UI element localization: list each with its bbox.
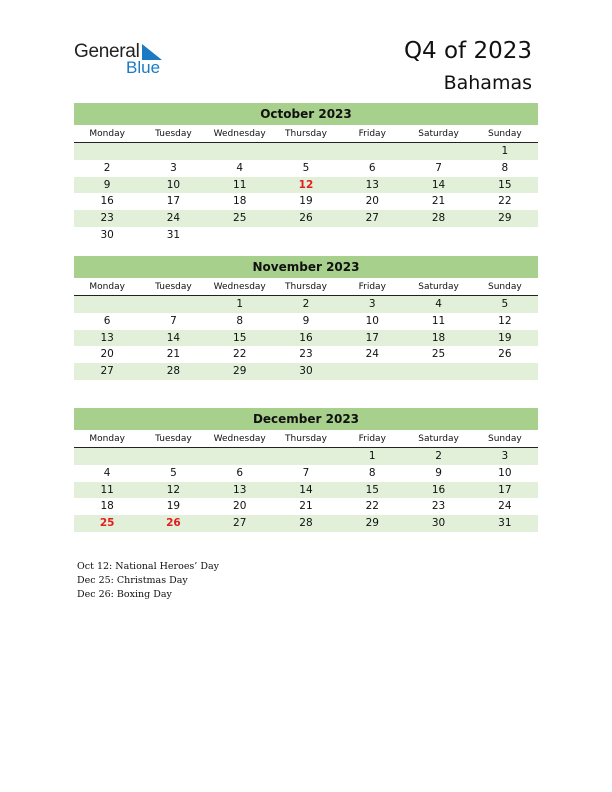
holiday-day-cell: 25 <box>99 517 115 530</box>
month-title: December 2023 <box>74 408 538 430</box>
day-cell: 1 <box>501 145 509 157</box>
day-cell <box>405 227 471 244</box>
day-cell: 4 <box>435 298 442 310</box>
day-cell: 2 <box>103 161 111 174</box>
weekday-label: Monday <box>89 282 125 292</box>
day-cell: 2 <box>435 450 442 462</box>
day-cell <box>74 448 140 465</box>
holiday-note: Dec 25: Christmas Day <box>77 575 188 586</box>
day-cell <box>472 363 538 380</box>
day-cell: 2 <box>302 298 310 310</box>
day-cell <box>472 227 538 244</box>
day-cell: 17 <box>166 195 181 208</box>
weekday-label: Wednesday <box>213 129 266 139</box>
day-cell: 15 <box>233 331 247 344</box>
day-cell: 23 <box>431 500 446 513</box>
country-name: Bahamas <box>443 72 532 94</box>
day-cell <box>339 143 405 160</box>
day-cell: 5 <box>501 298 509 310</box>
day-cell: 7 <box>302 466 310 479</box>
week-row <box>74 210 538 227</box>
day-cell <box>207 143 273 160</box>
holiday-day-cell: 12 <box>298 178 314 191</box>
day-cell: 7 <box>435 161 442 174</box>
week-row <box>74 346 538 363</box>
day-cell <box>273 227 339 244</box>
day-cell: 30 <box>431 517 446 530</box>
day-cell: 13 <box>233 483 247 496</box>
day-cell: 8 <box>236 314 244 327</box>
weekday-label: Wednesday <box>213 282 266 292</box>
weekday-label: Sunday <box>487 434 522 444</box>
week-row <box>74 160 538 177</box>
day-cell: 10 <box>365 314 379 327</box>
day-cell: 3 <box>368 298 376 310</box>
weekday-header-row <box>74 125 538 143</box>
day-cell: 26 <box>498 348 512 361</box>
day-cell: 16 <box>431 483 446 496</box>
day-cell: 14 <box>299 483 313 496</box>
day-cell: 30 <box>100 228 114 241</box>
day-cell <box>140 143 206 160</box>
day-cell: 25 <box>431 348 446 361</box>
day-cell: 13 <box>100 331 114 344</box>
day-cell: 7 <box>170 314 177 327</box>
day-cell: 9 <box>302 314 310 327</box>
day-cell <box>273 143 339 160</box>
weekday-label: Tuesday <box>155 434 192 444</box>
week-row <box>74 143 538 160</box>
week-row <box>74 330 538 347</box>
week-row <box>74 465 538 482</box>
day-cell: 10 <box>498 466 512 479</box>
day-cell <box>405 143 471 160</box>
weekday-label: Monday <box>89 434 125 444</box>
week-row <box>74 313 538 330</box>
day-cell: 28 <box>299 517 313 530</box>
day-cell <box>339 227 405 244</box>
day-cell: 27 <box>365 212 379 225</box>
day-cell: 12 <box>166 483 181 496</box>
day-cell <box>405 363 471 380</box>
day-cell <box>339 363 405 380</box>
day-cell: 26 <box>299 212 313 225</box>
weekday-label: Thursday <box>285 282 327 292</box>
day-cell: 1 <box>236 298 244 310</box>
day-cell: 11 <box>100 483 114 496</box>
weekday-label: Tuesday <box>155 282 192 292</box>
day-cell <box>74 296 140 313</box>
day-cell: 25 <box>233 212 247 225</box>
day-cell: 20 <box>233 500 247 513</box>
day-cell: 19 <box>299 195 313 208</box>
logo-text-general: General <box>74 41 140 62</box>
day-cell: 3 <box>501 450 509 462</box>
day-cell: 14 <box>431 178 446 191</box>
weekday-label: Friday <box>358 129 386 139</box>
week-row <box>74 498 538 515</box>
day-cell: 17 <box>498 483 512 496</box>
day-cell: 24 <box>166 212 181 225</box>
day-cell: 17 <box>365 331 379 344</box>
day-cell: 28 <box>431 212 446 225</box>
day-cell: 16 <box>100 195 114 208</box>
day-cell: 21 <box>431 195 446 208</box>
day-cell: 9 <box>103 178 111 191</box>
day-cell: 19 <box>498 331 512 344</box>
weekday-label: Sunday <box>487 129 522 139</box>
day-cell: 29 <box>365 517 379 530</box>
week-row <box>74 177 538 194</box>
day-cell: 8 <box>501 161 509 174</box>
day-cell: 4 <box>236 161 244 174</box>
day-cell: 22 <box>233 348 247 361</box>
month-title: November 2023 <box>74 256 538 278</box>
week-row <box>74 296 538 313</box>
week-row <box>74 482 538 499</box>
weekday-label: Monday <box>89 129 125 139</box>
weekday-header-row <box>74 430 538 448</box>
weekday-header-row <box>74 278 538 296</box>
day-cell: 23 <box>100 212 114 225</box>
day-cell: 11 <box>431 314 446 327</box>
day-cell: 14 <box>166 331 181 344</box>
month-calendar <box>74 103 538 244</box>
day-cell <box>273 448 339 465</box>
weekday-label: Saturday <box>418 434 459 444</box>
day-cell: 22 <box>498 195 512 208</box>
day-cell: 24 <box>498 500 512 513</box>
day-cell: 20 <box>365 195 379 208</box>
day-cell: 23 <box>299 348 313 361</box>
day-cell: 29 <box>498 212 512 225</box>
month-title: October 2023 <box>74 103 538 125</box>
day-cell: 22 <box>365 500 379 513</box>
day-cell: 28 <box>166 365 181 378</box>
page-title: Q4 of 2023 <box>403 38 532 64</box>
day-cell: 5 <box>170 466 177 479</box>
week-row <box>74 448 538 465</box>
day-cell: 18 <box>233 195 247 208</box>
weekday-label: Saturday <box>418 129 459 139</box>
day-cell: 21 <box>166 348 181 361</box>
day-cell: 10 <box>166 178 181 191</box>
weekday-label: Tuesday <box>155 129 192 139</box>
day-cell: 24 <box>365 348 379 361</box>
holiday-day-cell: 26 <box>166 517 181 530</box>
holiday-note: Dec 26: Boxing Day <box>77 589 172 600</box>
week-row <box>74 515 538 532</box>
day-cell: 18 <box>431 331 446 344</box>
day-cell: 4 <box>103 466 111 479</box>
month-calendar <box>74 256 538 380</box>
logo-text-blue: Blue <box>126 58 161 77</box>
month-calendar <box>74 408 538 532</box>
day-cell: 29 <box>233 365 247 378</box>
day-cell: 13 <box>365 178 379 191</box>
day-cell: 27 <box>233 517 247 530</box>
day-cell: 5 <box>302 161 310 174</box>
day-cell <box>140 448 206 465</box>
day-cell: 21 <box>299 500 313 513</box>
holiday-notes <box>77 560 219 602</box>
day-cell: 6 <box>103 314 111 327</box>
week-row <box>74 227 538 244</box>
holiday-note: Oct 12: National Heroes’ Day <box>77 561 219 572</box>
day-cell: 20 <box>100 348 114 361</box>
day-cell <box>140 296 206 313</box>
weekday-label: Friday <box>358 282 386 292</box>
day-cell: 27 <box>100 365 114 378</box>
weekday-label: Saturday <box>418 282 459 292</box>
week-row <box>74 193 538 210</box>
day-cell: 16 <box>299 331 313 344</box>
day-cell: 31 <box>166 228 181 241</box>
day-cell: 15 <box>365 483 379 496</box>
day-cell <box>207 448 273 465</box>
day-cell: 6 <box>236 466 244 479</box>
weekday-label: Thursday <box>285 434 327 444</box>
weekday-label: Friday <box>358 434 386 444</box>
day-cell: 11 <box>233 178 247 191</box>
weekday-label: Sunday <box>487 282 522 292</box>
day-cell: 18 <box>100 500 114 513</box>
day-cell: 3 <box>170 161 177 174</box>
day-cell: 9 <box>435 466 442 479</box>
week-row <box>74 363 538 380</box>
day-cell <box>74 143 140 160</box>
day-cell: 15 <box>498 178 512 191</box>
general-blue-logo <box>74 41 174 81</box>
day-cell: 19 <box>166 500 181 513</box>
day-cell: 1 <box>368 450 376 462</box>
day-cell: 12 <box>498 314 512 327</box>
day-cell: 8 <box>368 466 376 479</box>
day-cell: 30 <box>299 365 313 378</box>
weekday-label: Thursday <box>285 129 327 139</box>
day-cell: 6 <box>368 161 376 174</box>
weekday-label: Wednesday <box>213 434 266 444</box>
day-cell <box>207 227 273 244</box>
day-cell: 31 <box>498 517 512 530</box>
